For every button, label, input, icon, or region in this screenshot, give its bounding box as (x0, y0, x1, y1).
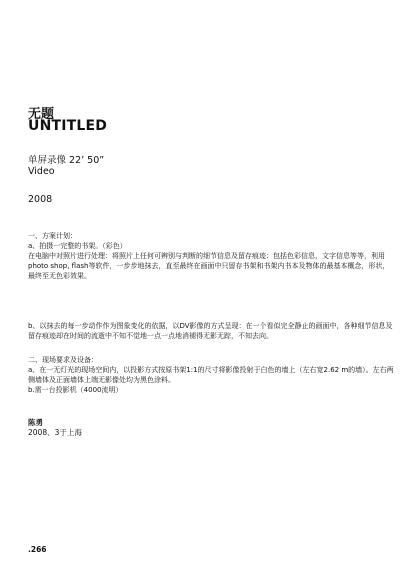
author-block (28, 418, 82, 438)
section-heading: 一、方案计划： (28, 232, 77, 240)
section-plan (28, 231, 394, 281)
page-number: .266 (28, 545, 47, 554)
author-name: 陈勇 (28, 418, 43, 427)
requirement-item-b: b.需一台投影机（4000流明） (28, 386, 123, 394)
work-title-english: UNTITLED (28, 118, 108, 134)
medium-label: Video (28, 166, 55, 177)
requirement-item-a: a、在一无灯光的现场空间内，以投影方式按原书架1:1的尺寸将影像投射于白色的墙上（左右宽2.62 m的墙）。左右两侧墙体及正面墙体上端无影像处均为黑色涂料。 (28, 366, 394, 384)
plan-item-a: a、拍摄一完整的书架。（彩色） (28, 242, 127, 250)
plan-item-b: b、以抹去的每一步动作作为图象变化的依据，以DV影像的方式呈现：在一个看似完全静止的画面中，各种细节信息及留存痕迹却在时间的流逝中不知不觉地一点一点地消褪得无影无踪，不知去向。 (28, 322, 393, 340)
plan-paragraph-a: 在电脑中对照片进行处理：将照片上任何可辨别与判断的细节信息及留存痕迹：包括色彩信息，文字信息等等，利用photo shop, flash等软件，一步步地抹去，直至最终在画面中只留存书架和书架内书本及物体的最基本概念，形状，最终至无色彩效果。 (28, 252, 390, 280)
year: 2008 (28, 194, 53, 205)
section-plan-b (28, 321, 394, 341)
work-title-chinese: 无题 (28, 107, 55, 122)
section-heading: 二、现场要求及设备： (28, 356, 98, 364)
author-date: 2008、3于上海 (28, 428, 82, 437)
section-requirements (28, 355, 394, 395)
medium-duration: 单屏录像 22’ 50” (28, 155, 105, 166)
